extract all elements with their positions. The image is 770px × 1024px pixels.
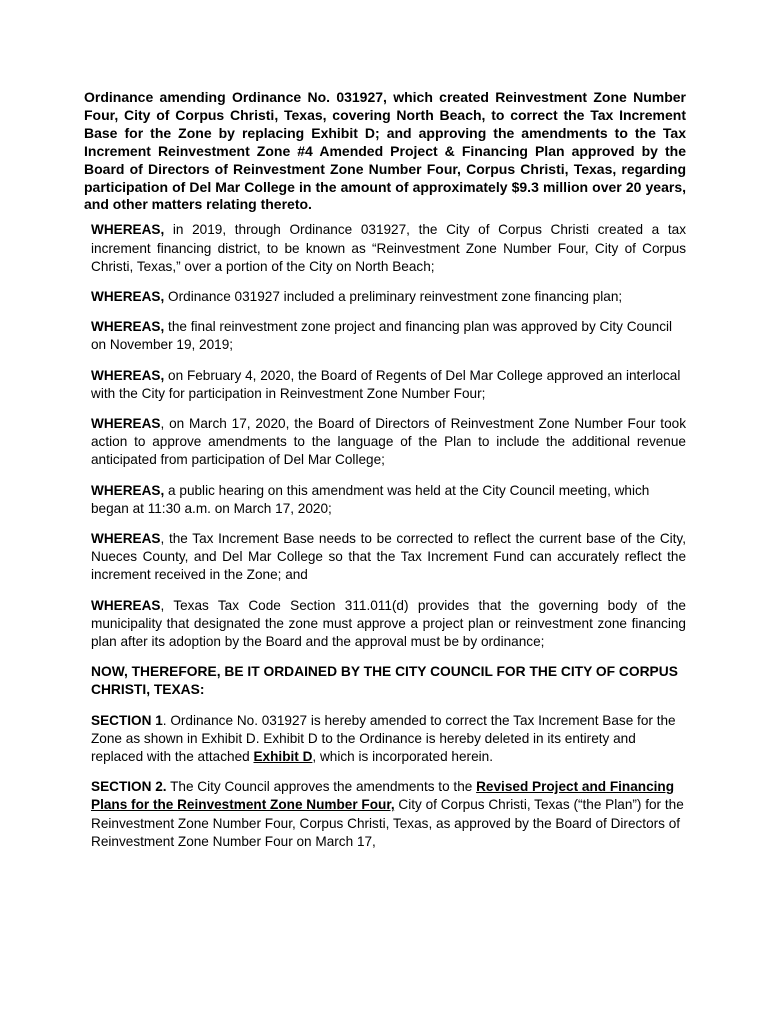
whereas-clause-8: [91, 597, 686, 652]
whereas-lead: WHEREAS,: [91, 482, 165, 498]
ordaining-clause: NOW, THEREFORE, BE IT ORDAINED BY THE CITY COUNCIL FOR THE CITY OF CORPUS CHRISTI, TEXAS:: [91, 664, 678, 698]
whereas-clause-3: [91, 318, 686, 354]
whereas-text: , the Tax Increment Base needs to be corrected to reflect the current base of the City, Nueces County, and Del Mar College so that the Tax Increment Fund can accurately reflect the increment received in the Zone; and: [91, 530, 686, 583]
whereas-text: , on March 17, 2020, the Board of Directors of Reinvestment Zone Number Four took action to approve amendments to the language of the Plan to include the additional revenue anticipated from participation of Del Mar College;: [91, 415, 686, 468]
exhibit-d-link[interactable]: Exhibit D: [253, 749, 313, 765]
revised-plan-link[interactable]: Revised Project and Financing Plans for the Reinvestment Zone Number Four,: [91, 779, 675, 813]
section-2-text-a: The City Council approves the amendments to the: [166, 779, 477, 795]
whereas-lead: WHEREAS,: [91, 288, 165, 304]
whereas-clause-5: [91, 415, 686, 470]
whereas-clause-1: [91, 221, 686, 276]
whereas-text: Ordinance 031927 included a preliminary reinvestment zone financing plan;: [164, 288, 623, 304]
whereas-lead: WHEREAS: [91, 597, 161, 613]
whereas-lead: WHEREAS,: [91, 319, 165, 335]
section-1-lead: SECTION 1: [91, 712, 163, 728]
whereas-lead: WHEREAS,: [91, 367, 165, 383]
section-2: [91, 778, 686, 851]
whereas-text: on February 4, 2020, the Board of Regents of Del Mar College approved an interlocal with the City for participation in Reinvestment Zone Number Four;: [91, 367, 681, 401]
whereas-clause-4: [91, 367, 686, 403]
document-page: [84, 89, 686, 863]
section-2-text-b: City of Corpus Christi, Texas (“the Plan”) for the Reinvestment Zone Number Four, Corpus Christi, Texas, as approved by the Board of Directors of Reinvestment Zone Number Four on March 17,: [91, 797, 684, 849]
section-1: [91, 712, 686, 767]
whereas-text: a public hearing on this amendment was held at the City Council meeting, which began at 11:30 a.m. on March 17, 2020;: [91, 482, 650, 516]
whereas-text: in 2019, through Ordinance 031927, the City of Corpus Christi created a tax increment financing district, to be known as “Reinvestment Zone Number Four, City of Corpus Christi, Texas,” over a portion of the City on North Beach;: [91, 222, 686, 274]
section-2-lead: SECTION 2.: [91, 779, 167, 795]
whereas-lead: WHEREAS: [91, 415, 161, 431]
ordinance-title: Ordinance amending Ordinance No. 031927, which created Reinvestment Zone Number Four, City of Corpus Christi, Texas, covering North Beach, to correct the Tax Increment Base for the Zone by replacing Exhibit D; and approving the amendments to the Tax Increment Reinvestment Zone #4 Amended Project & Financing Plan approved by the Board of Directors of Reinvestment Zone Number Four, Corpus Christi, Texas, regarding participation of Del Mar College in the amount of approximately $9.3 million over 20 years, and other matters relating thereto.: [84, 89, 686, 213]
whereas-clause-2: [91, 288, 686, 306]
whereas-lead: WHEREAS,: [91, 222, 165, 238]
whereas-text: the final reinvestment zone project and financing plan was approved by City Council on November 19, 2019;: [91, 319, 673, 353]
whereas-clause-7: [91, 530, 686, 585]
section-1-text-a: . Ordinance No. 031927 is hereby amended to correct the Tax Increment Base for the Zone as shown in Exhibit D. Exhibit D to the Ordinance is hereby deleted in its entirety and replaced with the attached: [91, 712, 676, 765]
section-1-text-b: , which is incorporated herein.: [312, 749, 493, 765]
whereas-lead: WHEREAS: [91, 530, 161, 546]
whereas-clause-6: [91, 482, 686, 518]
whereas-text: , Texas Tax Code Section 311.011(d) provides that the governing body of the municipality that designated the zone must approve a project plan or reinvestment zone financing plan after its adoption by the Board and the approval must be by ordinance;: [91, 597, 686, 649]
